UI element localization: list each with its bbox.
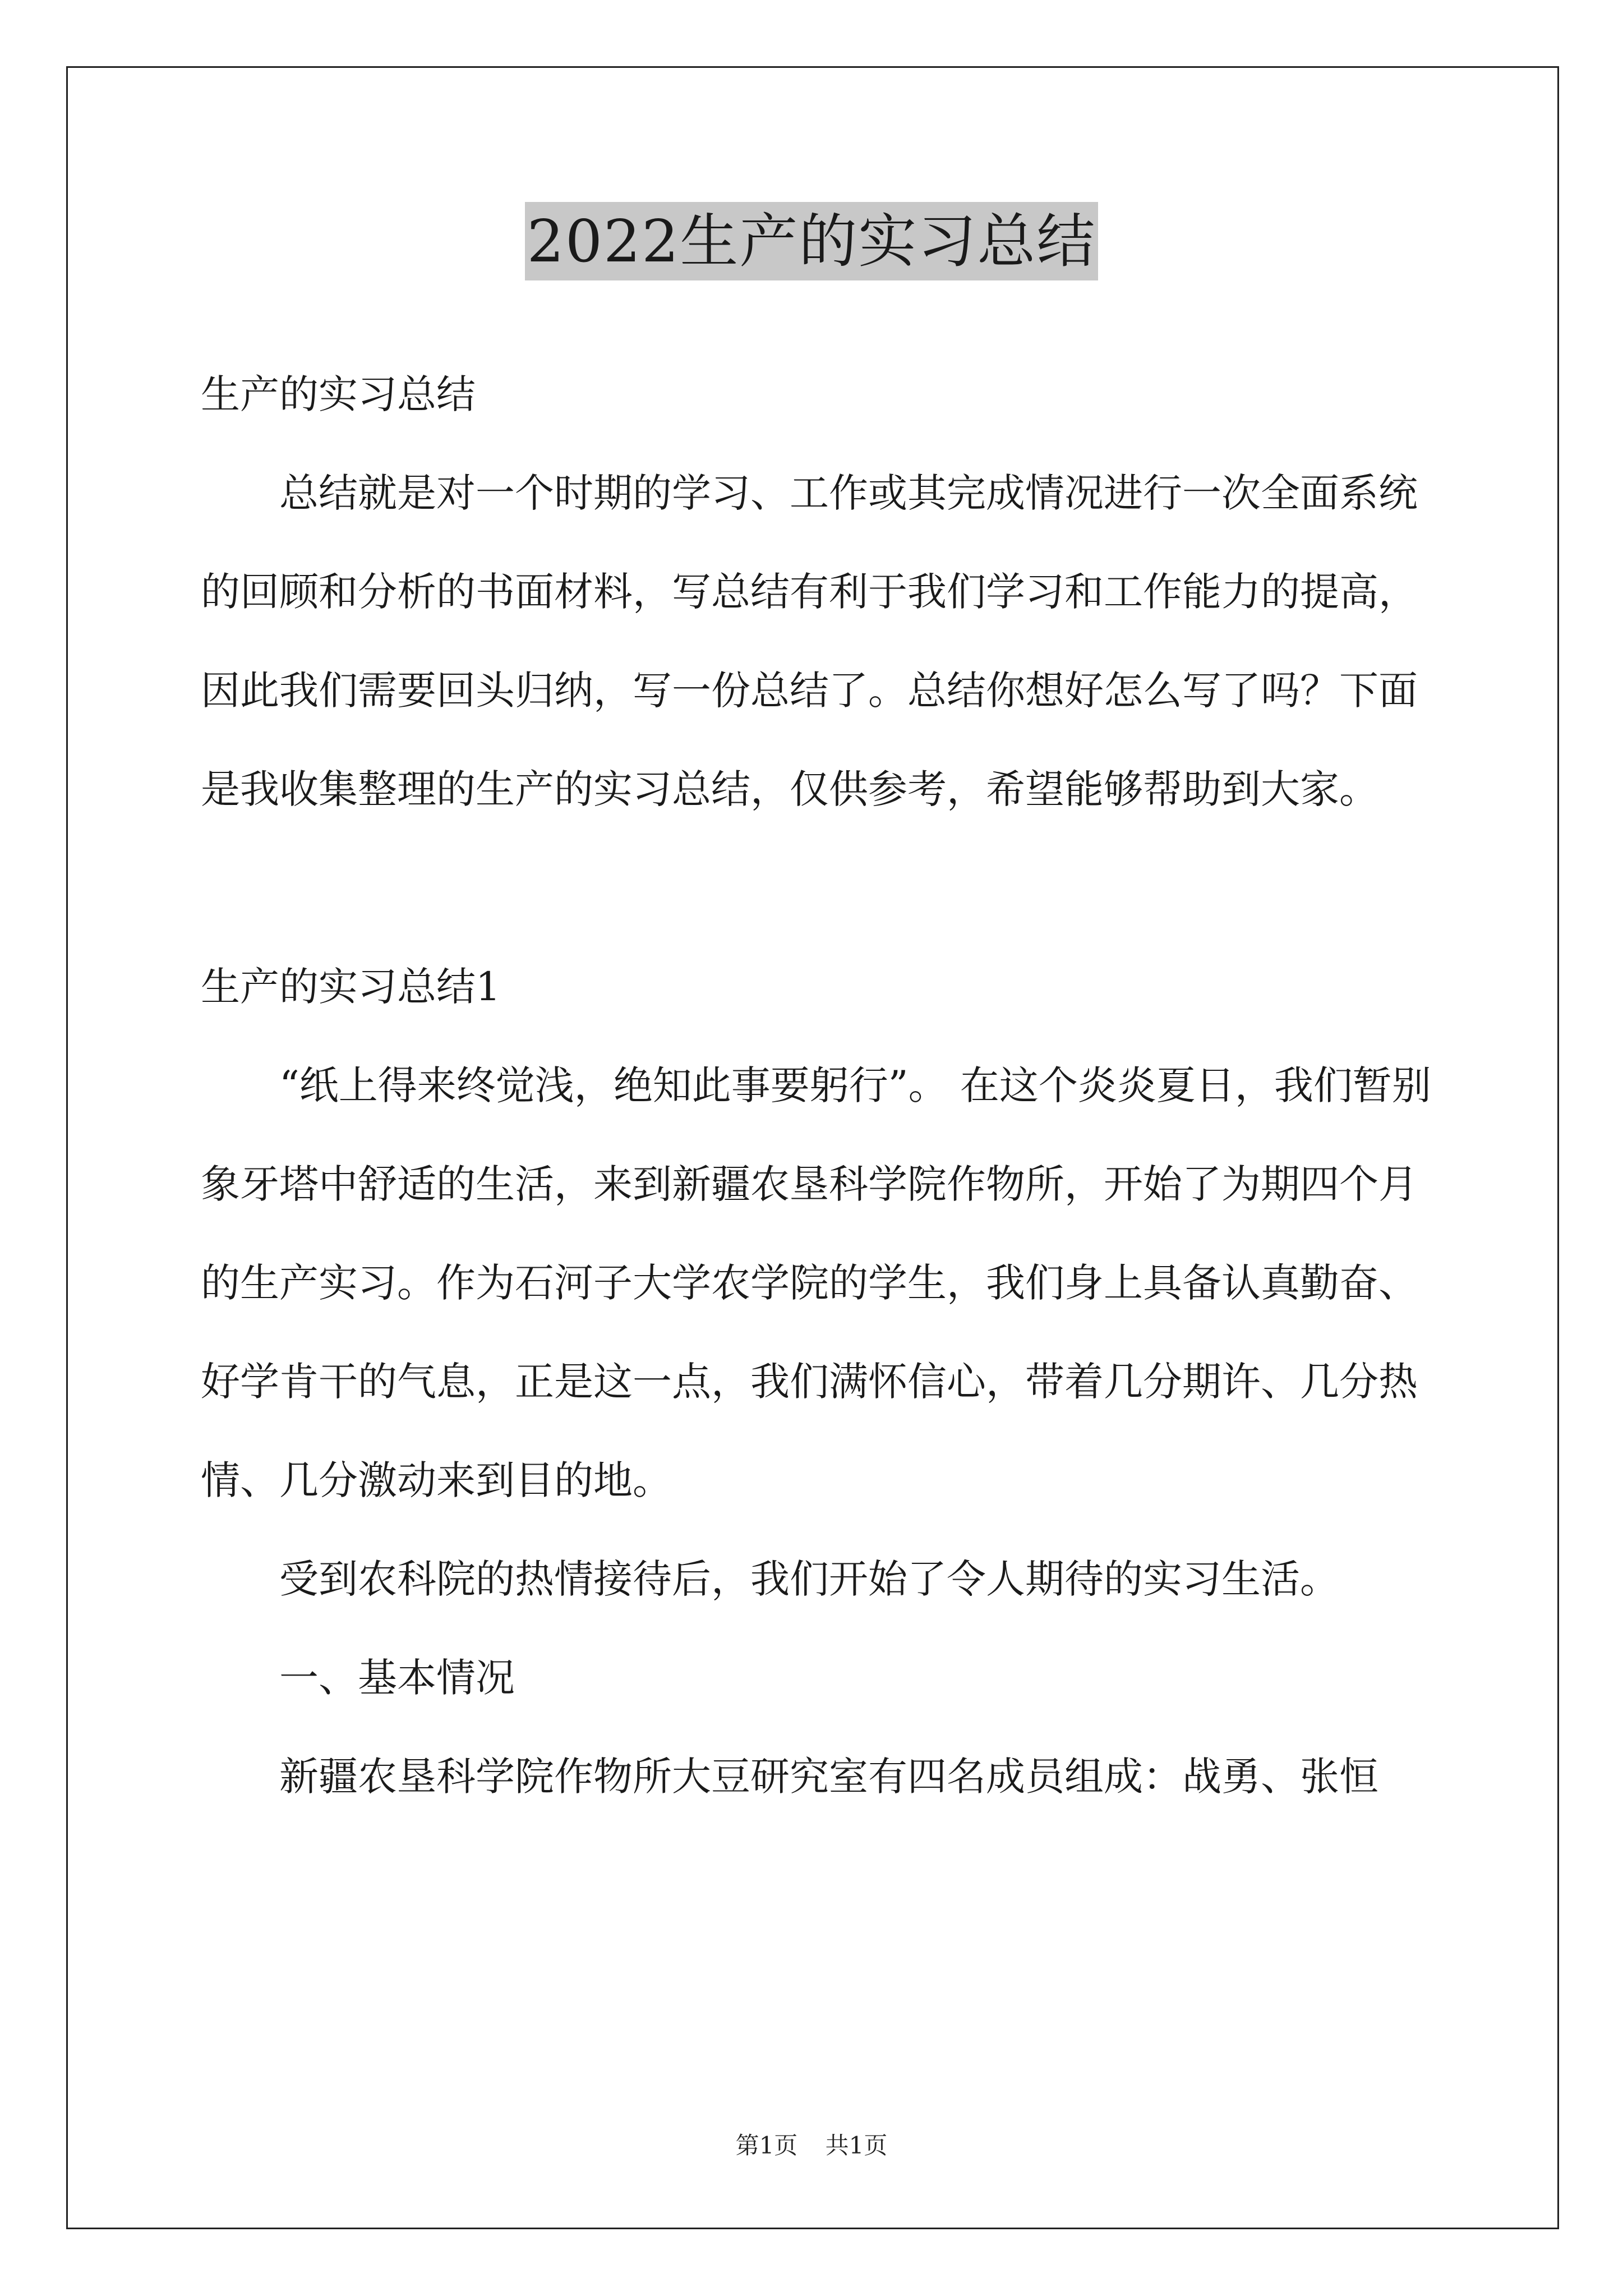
document-title: 2022生产的实习总结: [525, 202, 1099, 280]
body-paragraph: “纸上得来终觉浅，绝知此事要躬行”。 在这个炎炎夏日，我们暂别象牙塔中舒适的生活，来到新疆农垦科学院作物所，开始了为期四个月的生产实习。作为石河子大学农学院的学生，我们身上具备认真勤奋、好学肯干的气息，正是这一点，我们满怀信心，带着几分期许、几分热情、几分激动来到目的地。: [201, 1062, 1431, 1503]
subheading-basic-situation: 一、基本情况: [279, 1655, 515, 1701]
page-total: 共1页: [825, 2132, 888, 2159]
body-paragraph: 受到农科院的热情接待后，我们开始了令人期待的实习生活。: [279, 1556, 1339, 1602]
section-heading: 生产的实习总结1: [201, 964, 501, 1010]
section-spacer: [201, 839, 1435, 937]
body-paragraph: 新疆农垦科学院作物所大豆研究室有四名成员组成：战勇、张恒: [279, 1754, 1378, 1800]
intro-paragraph: 总结就是对一个时期的学习、工作或其完成情况进行一次全面系统的回顾和分析的书面材料，写总结有利于我们学习和工作能力的提高，因此我们需要回头归纳，写一份总结了。总结你想好怎么写了吗？下面是我收集整理的生产的实习总结，仅供参考，希望能够帮助到大家。: [201, 470, 1418, 812]
document-body: [201, 345, 1435, 1826]
title-container: [0, 202, 1623, 280]
page-footer: [0, 2129, 1623, 2162]
page-number: 第1页: [735, 2132, 798, 2159]
document-subtitle: 生产的实习总结: [201, 371, 476, 417]
